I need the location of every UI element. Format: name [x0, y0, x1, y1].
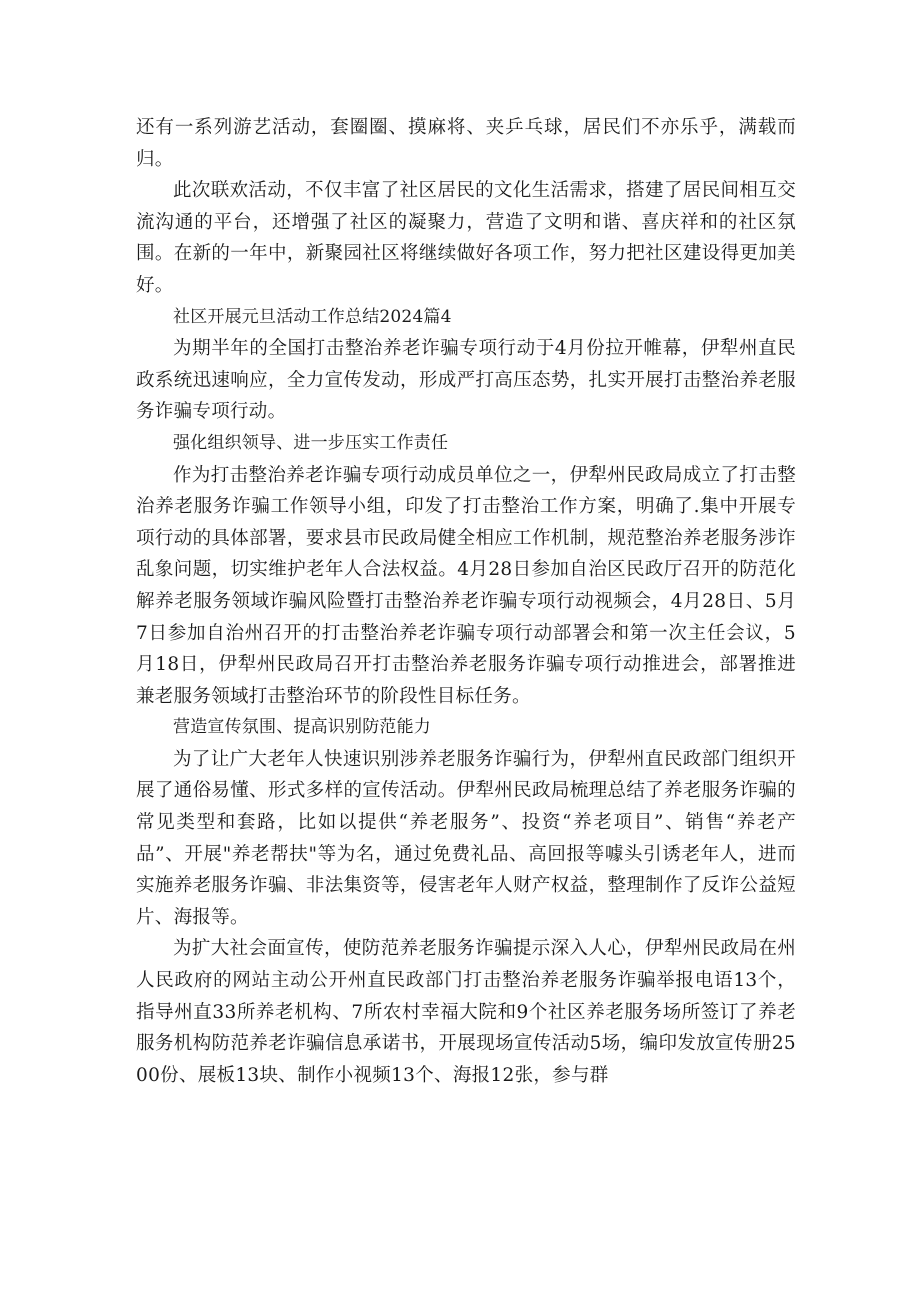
document-page [136, 112, 796, 1091]
paragraph-body: 为期半年的全国打击整治养老诈骗专项行动于4月份拉开帷幕，伊犁州直民政系统迅速响应，全力宣传发动，形成严打高压态势，扎实开展打击整治养老服务诈骗专项行动。 [136, 338, 796, 423]
paragraph-body: 为了让广大老年人快速识别涉养老服务诈骗行为，伊犁州直民政部门组织开展了通俗易懂、形式多样的宣传活动。伊犁州民政局梳理总结了养老服务诈骗的常见类型和套路，比如以提供“养老服务”、投资“养老项目”、销售“养老产品”、开展"养老帮扶"等为名，通过免费礼品、高回报等噱头引诱老年人，进而实施养老服务诈骗、非法集资等，侵害老年人财产权益，整理制作了反诈公益短片、海报等。 [136, 748, 796, 928]
section-heading: 强化组织领导、进一步压实工作责任 [173, 432, 449, 453]
paragraph-body: 此次联欢活动，不仅丰富了社区居民的文化生活需求，搭建了居民间相互交流沟通的平台，还增强了社区的凝聚力，营造了文明和谐、喜庆祥和的社区氛围。在新的一年中，新聚园社区将继续做好各项工作，努力把社区建设得更加美好。 [136, 180, 796, 296]
paragraph-body: 作为打击整治养老诈骗专项行动成员单位之一，伊犁州民政局成立了打击整治养老服务诈骗工作领导小组，印发了打击整治工作方案，明确了.集中开展专项行动的具体部署，要求县市民政局健全相应工作机制，规范整治养老服务涉诈乱象问题，切实维护老年人合法权益。4月28日参加自治区民政厅召开的防范化解养老服务领域诈骗风险暨打击整治养老诈骗专项行动视频会，4月28日、5月7日参加自治州召开的打击整治养老诈骗专项行动部署会和第一次主任会议，5月18日，伊犁州民政局召开打击整治养老服务诈骗专项行动推进会，部署推进兼老服务领域打击整治环节的阶段性目标任务。 [136, 464, 796, 707]
section-heading: 社区开展元旦活动工作总结2024篇4 [173, 306, 452, 327]
section-heading: 营造宣传氛围、提高识别防范能力 [173, 717, 431, 738]
paragraph-body: 为扩大社会面宣传，使防范养老服务诈骗提示深入人心，伊犁州民政局在州人民政府的网站主动公开州直民政部门打击整治养老服务诈骗举报电语13个，指导州直33所养老机构、7所农村幸福大院和9个社区养老服务场所签订了养老服务机构防范养老诈骗信息承诺书，开展现场宣传活动5场，编印发放宣传册2500份、展板13块、制作小视频13个、海报12张，参与群 [136, 938, 796, 1086]
paragraph-continuation: 还有一系列游艺活动，套圈圈、摸麻将、夹乒乓球，居民们不亦乐乎，满载而归。 [136, 117, 796, 170]
